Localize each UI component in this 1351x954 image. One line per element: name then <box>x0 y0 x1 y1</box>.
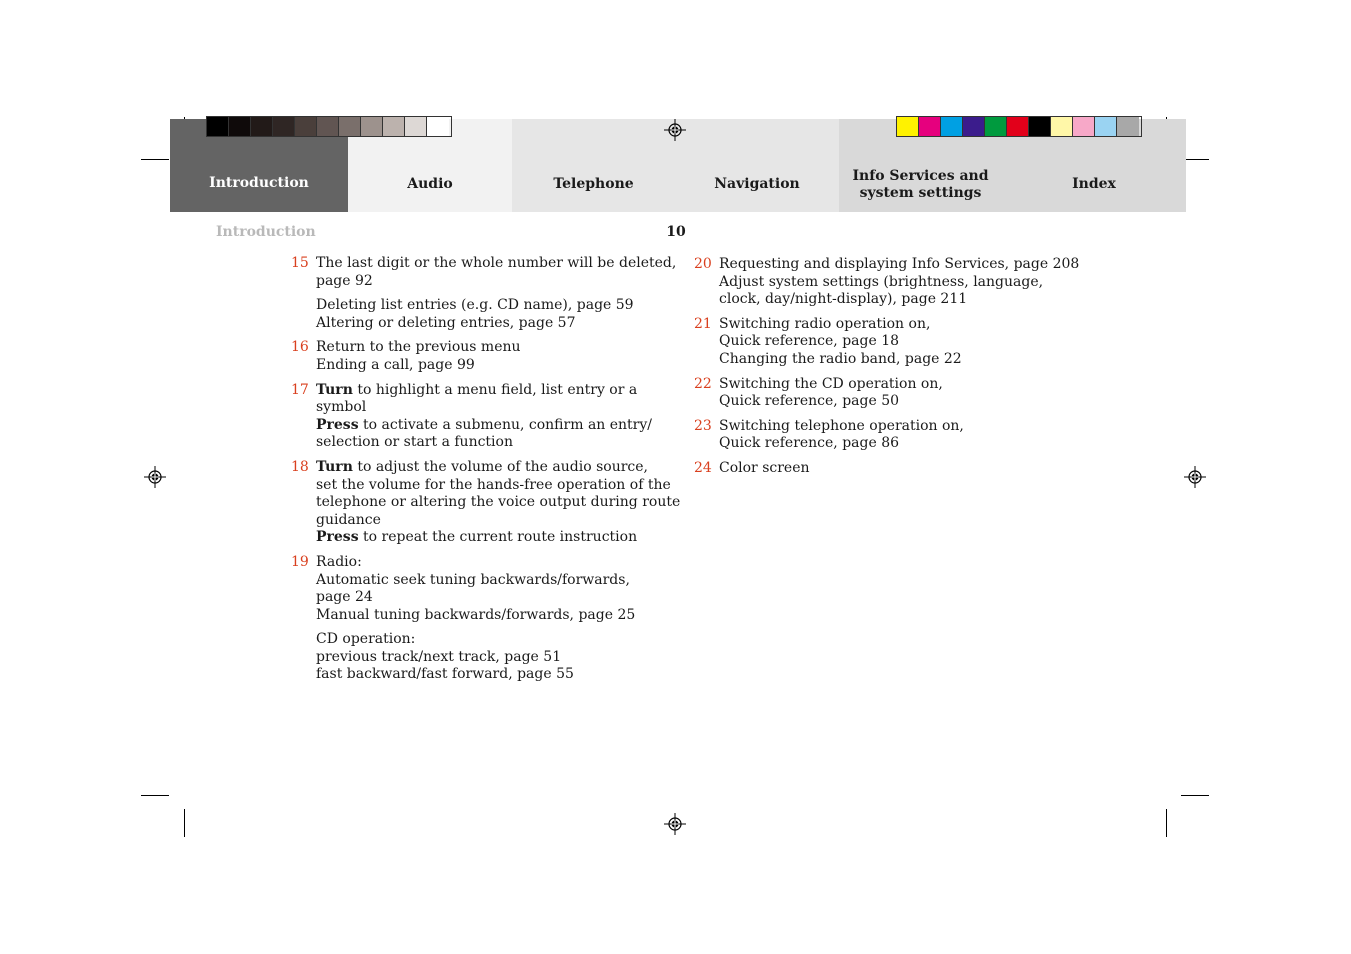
crop-mark <box>184 809 185 837</box>
item-number: 16 <box>291 339 309 356</box>
color-swatch <box>317 117 339 136</box>
item-text: Automatic seek tuning backwards/forwards, <box>316 571 630 588</box>
item-number: 22 <box>694 375 712 392</box>
color-swatch <box>229 117 251 136</box>
color-swatch <box>339 117 361 136</box>
item-text: Switching the CD operation on, <box>719 375 943 392</box>
tab-navigation[interactable] <box>675 119 839 212</box>
list-item-21 <box>694 316 1074 369</box>
list-item-15 <box>291 255 677 332</box>
item-text: Switching telephone operation on, <box>719 417 964 434</box>
item-text: fast backward/fast forward, page 55 <box>316 666 574 683</box>
tab-label: Telephone <box>553 176 634 192</box>
color-swatch <box>405 117 427 136</box>
item-text: guidance <box>316 511 381 528</box>
item-text: Requesting and displaying Info Services, page 208 <box>719 256 1080 272</box>
item-text: Altering or deleting entries, page 57 <box>316 314 576 331</box>
item-number: 20 <box>694 256 712 272</box>
list-item-22 <box>694 376 1074 411</box>
color-swatch <box>207 117 229 136</box>
list-item-24 <box>694 460 1074 478</box>
item-text: previous track/next track, page 51 <box>316 648 562 665</box>
section-label: Introduction <box>216 224 316 240</box>
color-swatch <box>295 117 317 136</box>
color-swatch <box>273 117 295 136</box>
list-item-17 <box>291 382 671 452</box>
item-text: Switching radio operation on, <box>719 315 931 332</box>
item-number: 24 <box>694 459 712 476</box>
left-column <box>291 255 681 691</box>
tab-label: Info Services and system settings <box>852 168 989 201</box>
keyword-turn: Turn <box>316 381 353 398</box>
item-number: 21 <box>694 315 712 332</box>
item-text: Deleting list entries (e.g. CD name), page 59 <box>316 297 634 314</box>
list-item-19 <box>291 554 671 684</box>
color-swatch <box>1117 117 1139 136</box>
crop-mark <box>1181 795 1209 796</box>
item-text: telephone or altering the voice output during route <box>316 494 681 511</box>
keyword-turn: Turn <box>316 458 353 475</box>
item-text: The last digit or the whole number will be deleted, <box>316 255 677 271</box>
item-text: to highlight a menu field, list entry or a <box>352 381 638 398</box>
item-text: selection or start a function <box>316 434 513 451</box>
color-swatch <box>1095 117 1117 136</box>
item-text: Manual tuning backwards/forwards, page 25 <box>316 606 636 623</box>
color-swatch <box>941 117 963 136</box>
grayscale-swatch-strip <box>206 116 452 137</box>
item-text: Changing the radio band, page 22 <box>719 350 962 367</box>
item-text: clock, day/night-display), page 211 <box>719 291 968 308</box>
color-swatch <box>963 117 985 136</box>
item-text: page 92 <box>316 272 373 289</box>
item-text: Quick reference, page 86 <box>719 435 900 452</box>
item-text: symbol <box>316 399 367 416</box>
tab-telephone[interactable] <box>512 119 675 212</box>
item-number: 17 <box>291 381 309 398</box>
color-swatch <box>383 117 405 136</box>
list-item-23 <box>694 418 1074 453</box>
item-number: 18 <box>291 458 309 475</box>
color-swatch <box>1029 117 1051 136</box>
right-column <box>694 256 1080 485</box>
item-number: 23 <box>694 417 712 434</box>
color-swatch <box>1007 117 1029 136</box>
item-text: Quick reference, page 18 <box>719 333 900 350</box>
item-text: CD operation: <box>316 631 416 648</box>
list-item-20 <box>694 256 1080 309</box>
item-text: to adjust the volume of the audio source, <box>352 458 648 475</box>
item-text: Ending a call, page 99 <box>316 356 475 373</box>
list-item-18 <box>291 458 681 547</box>
crop-mark <box>141 159 169 160</box>
item-text: Adjust system settings (brightness, language, <box>719 273 1044 290</box>
keyword-press: Press <box>316 416 359 433</box>
tab-label: Introduction <box>209 175 309 191</box>
list-item-16 <box>291 339 671 374</box>
color-swatch <box>251 117 273 136</box>
item-number: 15 <box>291 255 309 271</box>
color-swatch <box>985 117 1007 136</box>
crop-mark <box>141 795 169 796</box>
item-text: to repeat the current route instruction <box>358 529 638 546</box>
item-text: Return to the previous menu <box>316 339 521 356</box>
page-number: 10 <box>666 224 686 240</box>
color-swatch <box>897 117 919 136</box>
item-number: 19 <box>291 553 309 570</box>
keyword-press: Press <box>316 529 359 546</box>
color-swatch <box>427 117 449 136</box>
registration-mark-icon <box>144 466 166 488</box>
color-swatch-strip <box>896 116 1142 137</box>
color-swatch <box>1073 117 1095 136</box>
item-text: Color screen <box>719 459 810 476</box>
item-text: Quick reference, page 50 <box>719 393 900 410</box>
crop-mark <box>1166 809 1167 837</box>
item-text: page 24 <box>316 589 373 606</box>
tab-label: Navigation <box>714 176 800 192</box>
color-swatch <box>1051 117 1073 136</box>
tab-label: Audio <box>407 176 453 192</box>
registration-mark-icon <box>664 119 686 141</box>
item-text: Radio: <box>316 553 362 570</box>
color-swatch <box>919 117 941 136</box>
item-text: to activate a submenu, confirm an entry/ <box>358 416 652 433</box>
registration-mark-icon <box>664 813 686 835</box>
tab-label: Index <box>1072 176 1116 192</box>
color-swatch <box>361 117 383 136</box>
item-text: set the volume for the hands-free operation of the <box>316 476 671 493</box>
registration-mark-icon <box>1184 466 1206 488</box>
